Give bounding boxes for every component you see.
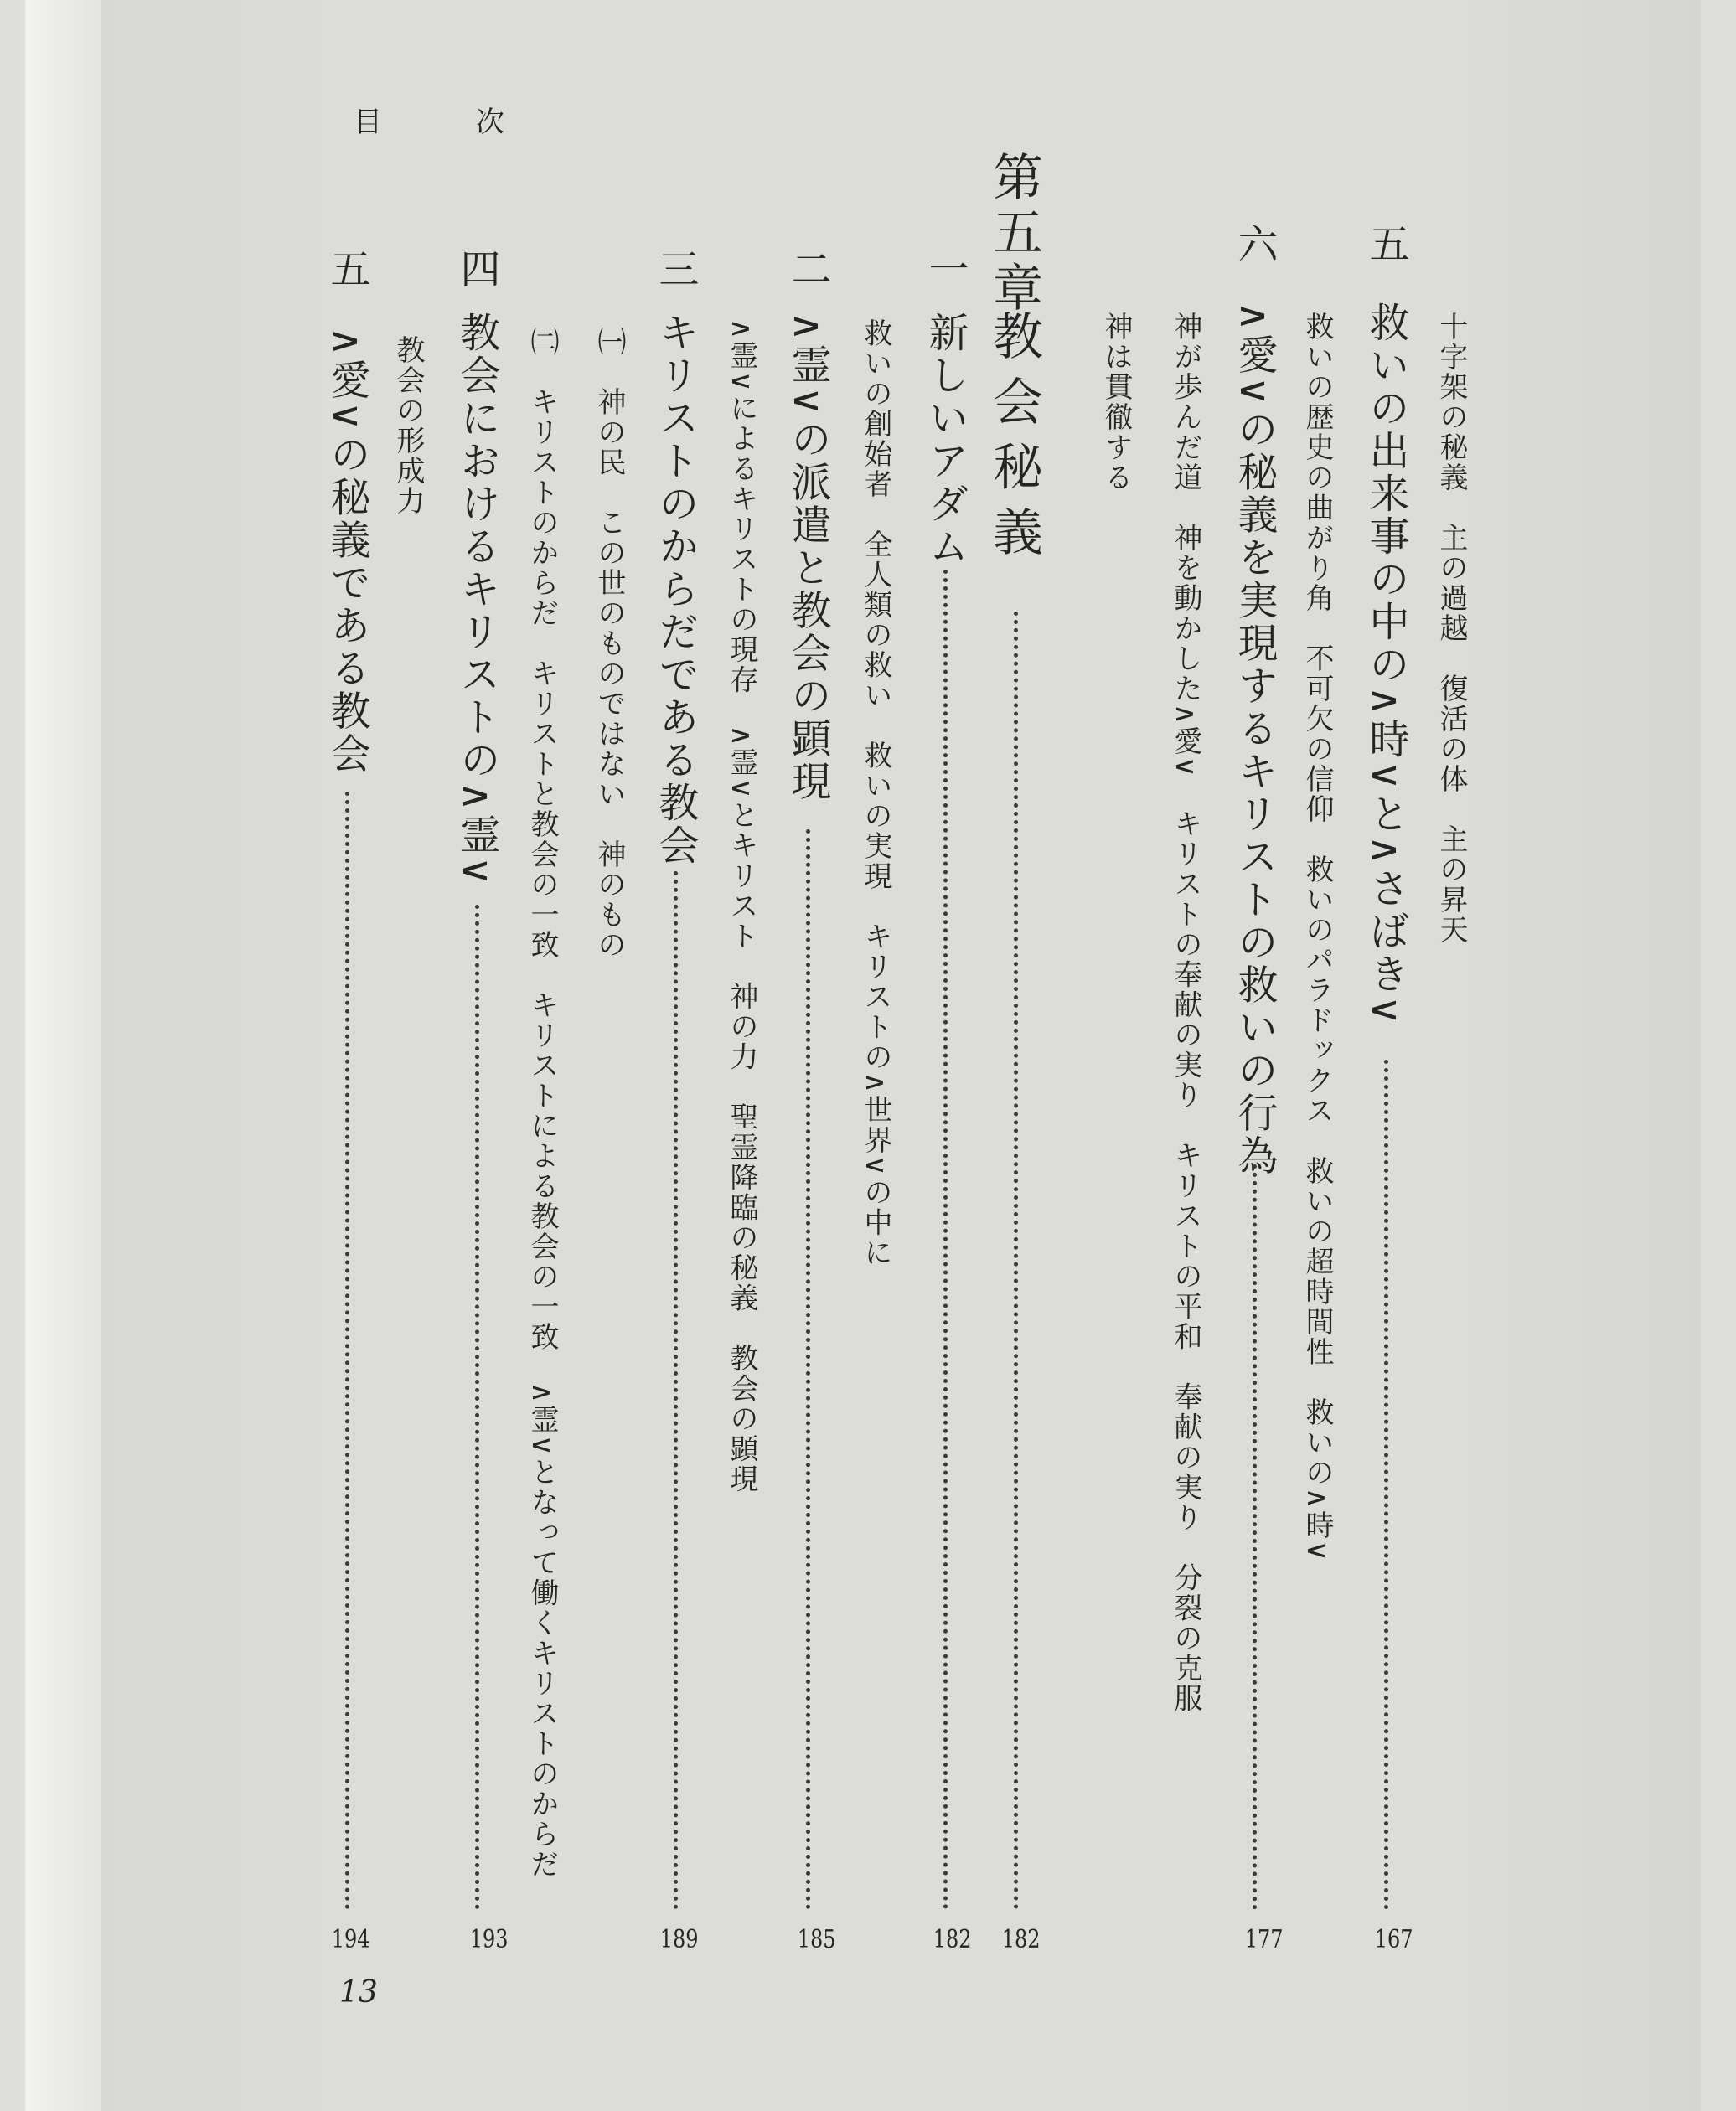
toc-section-title: 教会におけるキリストの∧霊∨ xyxy=(453,312,500,889)
toc-leader-dots xyxy=(674,871,683,1910)
toc-page-number: 193 xyxy=(469,1925,509,1954)
toc-section-title: 新しいアダム xyxy=(922,312,969,568)
header-left: 目 xyxy=(354,106,382,139)
toc-leader-dots xyxy=(943,570,953,1910)
toc-section-number: 一 xyxy=(922,248,969,291)
toc-leader-dots xyxy=(806,829,815,1910)
toc-page-number: 177 xyxy=(1244,1925,1284,1954)
toc-subtopics: 教会の形成力 xyxy=(391,335,425,516)
toc-subtopics: 救いの歴史の曲がり角 不可欠の信仰 救いのパラドックス 救いの超時間性 救いの∧時∨ xyxy=(1300,312,1334,1563)
chapter-label: 第五章 xyxy=(984,151,1043,317)
toc-page-number: 182 xyxy=(933,1925,972,1954)
toc-section-number: 五 xyxy=(1362,223,1409,266)
toc-leader-dots xyxy=(1384,1060,1393,1910)
book-spine xyxy=(25,0,101,2111)
toc-leader-dots xyxy=(1253,1164,1262,1910)
toc-subtopics: 神は貫徹する xyxy=(1099,312,1133,493)
toc-page-number: 167 xyxy=(1374,1925,1413,1954)
toc-section-number: 二 xyxy=(784,248,831,291)
header-right: 次 xyxy=(476,106,504,139)
toc-subtopics: ∧霊∨によるキリストの現存 ∧霊∨とキリスト 神の力 聖霊降臨の秘義 教会の顕現 xyxy=(725,318,758,1494)
toc-section-number: 三 xyxy=(652,248,699,291)
toc-page-number: 189 xyxy=(659,1925,699,1954)
toc-leader-dots xyxy=(1014,612,1023,1910)
toc-section-title: ∧霊∨の派遣と教会の顕現 xyxy=(784,312,831,803)
page-folio: 13 xyxy=(339,1975,378,2010)
toc-section-number: 五 xyxy=(323,248,370,291)
toc-leader-dots xyxy=(475,905,484,1910)
toc-section-number: 六 xyxy=(1231,223,1278,266)
toc-section-title: 救いの出来事の中の∧時∨と∧さばき∨ xyxy=(1362,302,1409,1028)
toc-section-title: ∧愛∨の秘義である教会 xyxy=(323,327,370,776)
toc-section-number: 四 xyxy=(453,248,500,291)
toc-page-number: 182 xyxy=(1001,1925,1041,1954)
toc-subtopics: ㈡ キリストのからだ キリストと教会の一致 キリストによる教会の一致 ∧霊∨となって働くキリストのからだ xyxy=(525,327,559,1880)
toc-section-title: ∧愛∨の秘義を実現するキリストの救いの行為 xyxy=(1231,302,1278,1178)
toc-page-number: 194 xyxy=(331,1925,370,1954)
toc-subtopics: 救いの創始者 全人類の救い 救いの実現 キリストの∧世界∨の中に xyxy=(859,318,892,1268)
chapter-title: 教会秘義 xyxy=(984,310,1043,571)
toc-subtopics: 十字架の秘義 主の過越 復活の体 主の昇天 xyxy=(1434,312,1468,945)
toc-subtopics: ㈠ 神の民 この世のものではない 神のもの xyxy=(592,327,626,960)
book-page xyxy=(25,0,1701,2111)
toc-leader-dots xyxy=(345,792,354,1910)
toc-subtopics: 神が歩んだ道 神を動かした∧愛∨ キリストの奉献の実り キリストの平和 奉献の実り 分裂の克服 xyxy=(1169,312,1202,1714)
toc-page-number: 185 xyxy=(797,1925,836,1954)
toc-section-title: キリストのからだである教会 xyxy=(652,312,699,867)
